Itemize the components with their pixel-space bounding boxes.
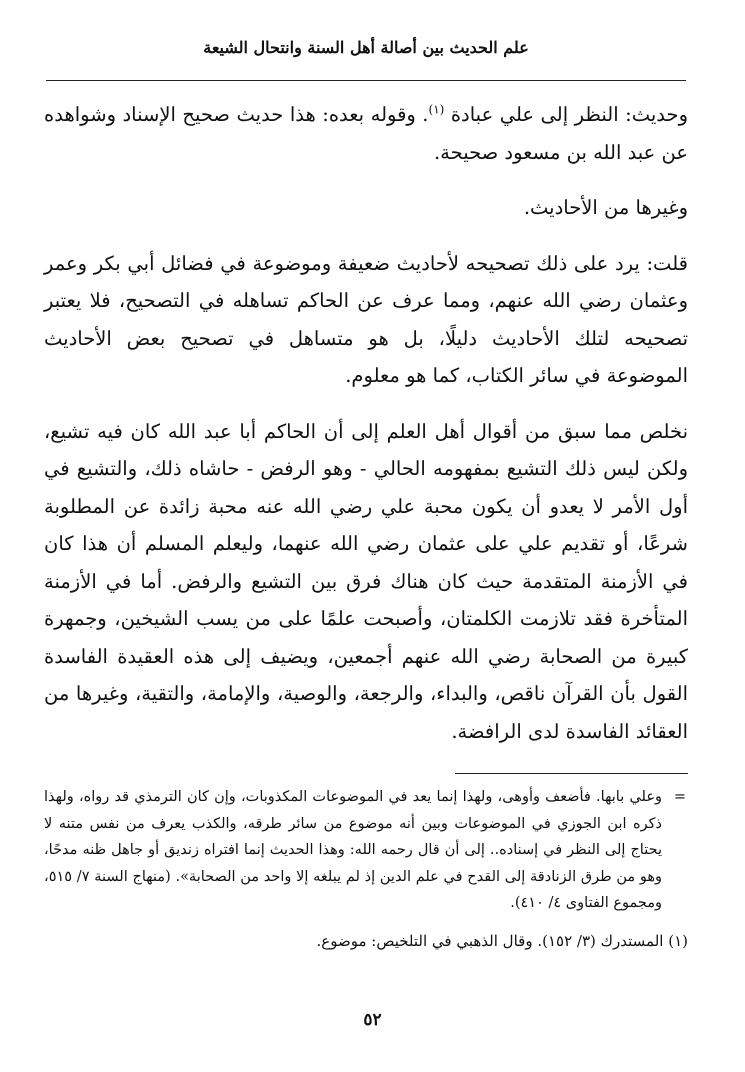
paragraph-response: قلت: يرد على ذلك تصحيحه لأحاديث ضعيفة وموضوعة في فضائل أبي بكر وعمر وعثمان رضي الله عنهم، ومما عرف عن الحاكم تساهله في التصحيح، فلا يعتبر تصحيحه لتلك الأحاديث دليلًا، بل هو متساهل في تصحيح بعض الأحاديث الموضوعة في سائر الكتاب، كما هو معلوم. <box>44 251 688 387</box>
body-text <box>44 96 688 760</box>
footnote-continuation <box>44 784 688 917</box>
paragraph-conclusion: نخلص مما سبق من أقوال أهل العلم إلى أن الحاكم أبا عبد الله كان فيه تشيع، ولكن ليس ذلك التشيع بمفهومه الحالي - وهو الرفض - حاشاه ذلك، والتشيع في أول الأمر لا يعدو أن يكون محبة علي رضي الله عنه محبة زائدة عن المطلوبة شرعًا، أو تقديم علي على عثمان رضي الله عنهما، وليعلم المسلم أن هذا كان في الأزمنة المتقدمة حيث كان هناك فرق بين التشيع والرفض. أما في الأزمنة المتأخرة فقد تلازمت الكلمتان، وأصبحت علمًا على من يسب الشيخين، وجمهرة كبيرة من الصحابة رضي الله عنهم أجمعين، ويضيف إلى هذه العقيدة الفاسدة القول بأن القرآن ناقص، والبداء، والرجعة، والوصية، والإمامة، والتقية، وغيرها من العقائد الفاسدة لدى الرافضة. <box>44 419 688 743</box>
header-rule <box>46 80 686 81</box>
footnote-separator <box>455 773 688 774</box>
paragraph-text: وحديث: النظر إلى علي عبادة <box>450 103 688 126</box>
paragraph-other-hadiths: وغيرها من الأحاديث. <box>523 196 688 219</box>
page-number: ٥٢ <box>363 1010 382 1030</box>
footnote-continuation-text: وعلي بابها. فأضعف وأوهى، ولهذا إنما يعد في الموضوعات المكذوبات، وإن كان الترمذي قد رواه، ولهذا ذكره ابن الجوزي في الموضوعات وبين أنه موضوع من سائر طرقه، والكذب يعرف من نفس متنه لا يحتاج إلى النظر في إسناده.. إلى أن قال رحمه الله: وهذا الحديث إنما افتراه زنديق أو جاهل ظنه مدحًا، وهو من طرق الزنادقة إلى القدح في علم الدين إذ لم يبلغه إلا واحد من الصحابة». (منهاج السنة ٧/ ٥١٥، ومجموع الفتاوى ٤/ ٤١٠). <box>44 789 663 911</box>
footnote-1: (١) المستدرك (٣/ ١٥٢). وقال الذهبي في التلخيص: موضوع. <box>316 931 688 950</box>
paragraph-hadith-nazar <box>44 96 688 171</box>
running-header: علم الحديث بين أصالة أهل السنة وانتحال الشيعة <box>203 38 529 57</box>
footnotes <box>44 784 688 955</box>
footnote-reference-1: (١) <box>428 102 445 117</box>
paragraph-text: . وقوله بعده: هذا حديث صحيح الإسناد وشواهده عن عبد الله بن مسعود صحيحة. <box>44 103 688 164</box>
continuation-mark: = <box>673 789 686 805</box>
